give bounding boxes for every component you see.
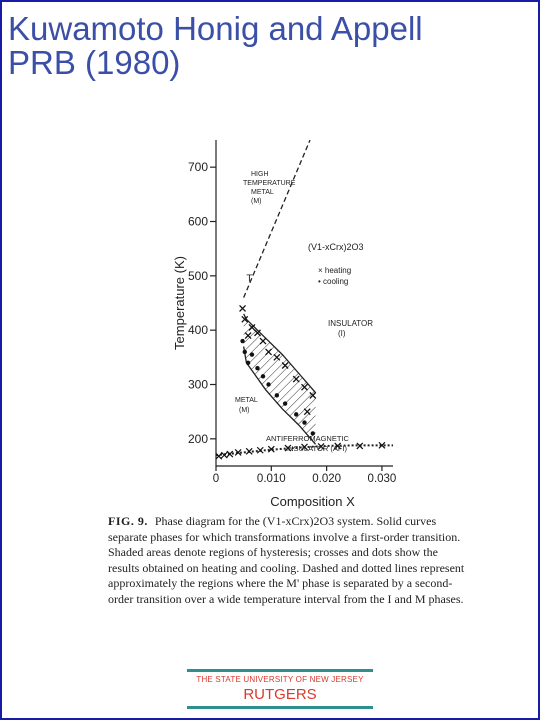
afi-boundary-point	[216, 453, 222, 459]
afi-boundary-point	[257, 447, 263, 453]
x-tick-label: 0.010	[256, 473, 286, 485]
caption-text: Phase diagram for the (V1-xCrx)2O3 system. Solid curves separate phases for which transformations involve a first-order transition. Shaded areas denote regions of hysteresis; crosses and dots show the results obtained on heating and cooling. Dashed and dotted lines represent approximately the regions where the M' phase is separated by a second-order transition over a wide temperature interval from the I and M phases.	[108, 514, 465, 606]
afi-boundary-point	[221, 452, 227, 458]
footer-bottom-rule	[187, 706, 373, 709]
afi-boundary-point	[227, 451, 233, 457]
footer-top-rule	[187, 669, 373, 672]
afi-boundary-point	[246, 448, 252, 454]
label-insulator: INSULATOR	[328, 319, 374, 328]
label-metal: METAL	[235, 397, 258, 404]
cooling-point	[246, 361, 250, 365]
cooling-point	[243, 350, 247, 354]
label-afi: ANTIFERROMAGNETIC	[266, 434, 349, 443]
label-high-temp-metal: TEMPERATURE	[243, 180, 296, 187]
y-tick-label: 200	[187, 431, 208, 446]
x-tick-label: 0	[212, 473, 220, 485]
label-insulator: (I)	[338, 329, 346, 338]
x-tick-label: 0.020	[312, 473, 342, 485]
caption-label: FIG. 9.	[108, 514, 148, 528]
rutgers-wordmark: RUTGERS	[243, 686, 317, 703]
title-line-1: Kuwamoto Honig and Appell	[8, 10, 423, 47]
cooling-point	[294, 412, 298, 416]
y-axis-title: Temperature (K)	[172, 256, 187, 350]
label-afi: INSULATOR (AFI)	[286, 444, 347, 453]
x-tick-label: 0.030	[367, 473, 397, 485]
y-tick-label: 600	[187, 214, 208, 229]
cooling-point	[266, 382, 270, 386]
university-name: THE STATE UNIVERSITY OF NEW JERSEY	[196, 675, 364, 684]
cooling-point	[261, 374, 265, 378]
y-tick-label: 300	[187, 377, 208, 392]
label-high-temp-metal: HIGH	[251, 171, 269, 178]
heating-point	[240, 305, 246, 311]
legend-cooling: • cooling	[318, 277, 349, 286]
y-tick-label: 500	[187, 268, 208, 283]
label-system-formula: (V1-xCrx)2O3	[308, 242, 364, 252]
label-metal: (M)	[239, 407, 250, 414]
legend-heating: × heating	[318, 266, 352, 275]
slide-title	[8, 12, 423, 80]
x-axis-title: Composition X	[270, 494, 355, 509]
label-point-marker: T	[246, 273, 253, 285]
y-tick-label: 400	[187, 323, 208, 338]
label-high-temp-metal: METAL	[251, 189, 274, 196]
phase-diagram-figure	[168, 130, 408, 510]
cooling-point	[302, 420, 306, 424]
title-line-2: PRB (1980)	[8, 44, 181, 81]
cooling-point	[283, 401, 287, 405]
cooling-point	[275, 393, 279, 397]
afi-boundary-point	[357, 443, 363, 449]
series-line-dashed	[244, 140, 310, 298]
cooling-point	[240, 339, 244, 343]
cooling-point	[250, 352, 254, 356]
figure-caption	[108, 514, 468, 608]
y-tick-label: 700	[187, 160, 208, 175]
label-high-temp-metal: (M)	[251, 198, 262, 205]
cooling-point	[255, 366, 259, 370]
